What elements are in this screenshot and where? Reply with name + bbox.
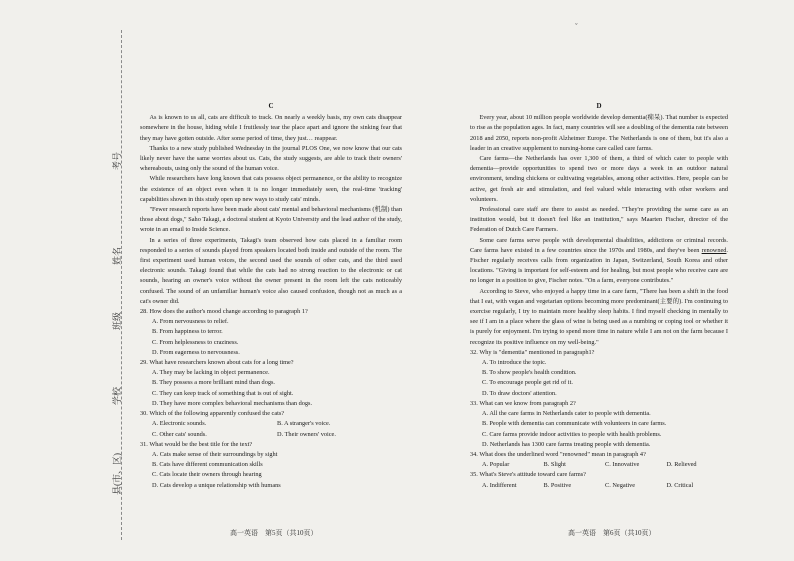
question-34: 34. What does the underlined word "renowned" mean in paragraph 4? [470,450,646,458]
question-34-option-c: C. Innovative [605,461,640,469]
passage-d-column [470,101,728,491]
passage-c-paragraph-4: "Fewer research reports have been made about cats' mental and behavioral mechanisms (机制) than those about dogs," Saho Takagi, a doctoral student at Kyoto University and the lead author of the study, wrote in an email to Inside Science. [140,206,402,234]
question-34-options [482,460,728,470]
binding-label-name: 姓名 [112,246,122,265]
question-33-option-a: A. All the care farms in Netherlands cater to people with dementia. [482,410,651,418]
question-30-option-b: B. A stranger's voice. [277,420,331,428]
question-34-option-b: B. Slight [543,461,566,469]
question-35-option-b: B. Positive [543,481,572,489]
question-30-options-row-1 [152,419,402,429]
passage-d-paragraph-4-start: Some care farms serve people with developmental disabilities, addictions or criminal records. Care farms have existed in a few countries since the 1970s and 1980s, and they've been [470,236,728,254]
question-30-option-a: A. Electronic sounds. [152,420,207,428]
question-35-option-c: C. Negative [605,481,636,489]
scan-mark: ˇ [575,22,578,31]
question-34-option-d: D. Relieved [666,461,697,469]
question-29-option-d: D. They have more complex behavioral mechanisms than dogs. [152,399,313,407]
page-footer-left: 高一英语 第5页（共10页） [230,529,318,537]
question-33-option-c: C. Care farms provide indoor activities to people with health problems. [482,430,662,438]
question-32: 32. Why is "dementia" mentioned in paragraph1? [470,348,595,356]
question-30-option-c: C. Other cats' sounds. [152,430,207,438]
page-footer-right: 高一英语 第6页（共10页） [568,529,656,537]
question-28-option-b: B. From happiness to terror. [152,328,223,336]
question-34-option-a: A. Popular [482,461,510,469]
passage-d-header: D [596,102,602,110]
question-29-option-c: C. They can keep track of something that is out of sight. [152,389,294,397]
question-35-option-a: A. Indifferent [482,481,517,489]
question-33: 33. What can we know from paragraph 2? [470,399,576,407]
passage-d-paragraph-4 [470,236,728,287]
question-31-option-c: C. Cats locate their owners through hearing [152,471,262,479]
passage-c-paragraph-1: As is known to us all, cats are difficult to track. On nearly a weekly basis, my own cats disappear somewhere in the house, hiding while I fruitlessly tear the place apart and ignore the sinking fear that they may have gotten outside. After some period of time, they just… reappear. [140,114,402,142]
passage-d-paragraph-4-end: . Fischer regularly receives calls from organization in Japan, Switzerland, South Korea and other locations. "Giving is important for self-esteem and for healing, but most people who receive care are no longer in a position to give, Fischer notes. "On a farm, everyone contributes." [470,246,728,285]
passage-d-paragraph-1: Every year, about 10 million people worldwide develop dementia(痴呆). That number is expected to rise as the population ages. In fact, many countries will see a doubling of the dementia rate between 2018 and 2050, reports non-profit Alzheimer Europe. The Netherlands is one of them, but it's also a leader in an creative supplement to nursing-home care called care farms. [470,114,728,152]
passage-d-paragraph-5: According to Steve, who enjoyed a happy time in a care farm, "There has been a shift in the food that I eat, with vegan and vegetarian options becoming more predominant(主要的). I'm continuing to exercise regularly, I try to maintain more healthy sleep habits. I find myself checking in mentally to see if I am in a place where the glass of wine is being used as a numbing or coping tool or whether it is purely for enjoyment. I'm trying to spend more time in nature while I am not on the farm because I recognize its positive influence on my well-being." [470,287,728,346]
binding-label-class: 班级 [112,311,122,330]
question-32-option-c: C. To encourage people get rid of it. [482,379,573,387]
question-28-option-d: D. From eagerness to nervousness. [152,348,240,356]
question-30: 30. Which of the following apparently confused the cats? [140,410,285,418]
question-35-options [482,481,728,491]
binding-label-county: 县(市、区) [112,453,122,495]
question-33-option-d: D. Netherlands has 1300 care farms treating people with dementia. [482,440,651,448]
passage-d-paragraph-2: Care farms—the Netherlands has over 1,300 of them, a third of which cater to people with dementia—provide opportunities to spend two or more days a week in an outdoor natural environment, tending chickens or cultivating vegetables, among other activities. Here, people can be active, get fresh air and stimulation, and feel valued while interacting with other workers and volunteers. [470,155,728,203]
question-32-option-b: B. To show people's health condition. [482,369,577,377]
binding-label-school: 学校 [112,386,122,405]
passage-c-column [140,101,402,491]
question-31-option-a: A. Cats make sense of their surroundings by sight [152,450,278,458]
question-28-option-c: C. From helplessness to craziness. [152,338,239,346]
passage-c-paragraph-2: Thanks to a new study published Wednesday in the journal PLOS One, we now know that our cats likely never have the same worries about us. Cats, the study suggests, are able to track their owners' whereabouts, using only the sound of the human voice. [140,144,402,173]
passage-c-paragraph-5: In a series of three experiments, Takagi's team observed how cats placed in a familiar room responded to a series of sounds played from speakers located both inside and outside of the room. The first experiment used human voices, the second used the sounds of other cats, and the third used electronic sounds. Takagi found that while the cats had no strong reaction to the electronic or cat sounds, hearing an owner's voice without the owner present in the room left the cats noticeably confused. The sound of an unfamiliar human's voice also caused confusion, though not as much as a cat's owner did. [140,236,402,305]
binding-margin [0,0,128,561]
question-31: 31. What would be the best title for the text? [140,440,253,448]
question-35-option-d: D. Critical [666,481,694,489]
question-29: 29. What have researchers known about cats for a long time? [140,359,294,367]
question-28-option-a: A. From nervousness to relief. [152,318,229,326]
underlined-word-renowned: renowned [701,246,727,254]
question-30-options-row-2 [152,430,402,440]
question-32-option-a: A. To introduce the topic. [482,359,547,367]
question-29-option-b: B. They possess a more brilliant mind than dogs. [152,379,276,387]
question-28: 28. How does the author's mood change according to paragraph 1? [140,308,308,316]
question-31-option-b: B. Cats have different communication skills [152,461,263,469]
question-33-option-b: B. People with dementia can communicate with volunteers in care farms. [482,420,667,428]
question-30-option-d: D. Their owners' voice. [277,430,336,438]
question-35: 35. What's Steve's attitude toward care farms? [470,471,586,479]
question-29-option-a: A. They may be lacking in object permanence. [152,369,270,377]
passage-c-header: C [268,102,274,110]
question-32-option-d: D. To draw doctors' attention. [482,389,557,397]
passage-c-paragraph-3: While researchers have long known that cats possess object permanence, or the ability to recognize the existence of an object even when it is no longer immediately seen, the real-time 'tracking' capabilities shown in this study open up new ways to study cats' minds. [140,175,402,203]
binding-label-exam-number: 考号 [112,151,122,170]
passage-d-paragraph-3: Professional care staff are there to assist as needed. "They're providing the same care as an institution would, but it doesn't feel like an institution," says Maarten Fischer, director of the Federation of Dutch Care Farmers. [470,206,728,234]
question-31-option-d: D. Cats develop a unique relationship with humans [152,481,281,489]
